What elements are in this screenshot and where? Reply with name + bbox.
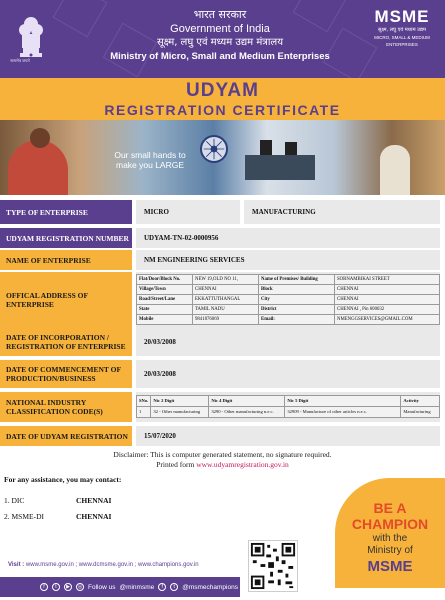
table-row	[137, 275, 440, 285]
table-row	[137, 295, 440, 305]
row-name-of-enterprise	[0, 250, 445, 270]
address-key: Name of Premises/ Building	[259, 275, 335, 285]
nic-header: Nic 2 Digit	[151, 396, 209, 407]
incorporation-date-label: DATE OF INCORPORATION / REGISTRATION OF ENTERPRISE	[0, 328, 132, 356]
be-a-champion-badge	[335, 478, 445, 588]
address-value: 9841876069	[193, 315, 259, 325]
government-english: Government of India	[170, 23, 270, 35]
row-date-of-commencement	[0, 360, 445, 388]
government-hindi: भारत सरकार	[193, 8, 247, 21]
computer-desks	[245, 155, 315, 180]
table-row	[137, 285, 440, 295]
row-nic-codes	[0, 392, 445, 422]
address-value: CHENNAI	[335, 285, 440, 295]
champion-line1: BE A	[373, 500, 407, 516]
row-date-of-incorporation	[0, 328, 445, 356]
contact-label: 1. DIC	[4, 496, 25, 505]
incorporation-date-value: 20/03/2008	[136, 328, 440, 356]
type-value-micro: MICRO	[136, 200, 240, 224]
banner-tagline-line2: make you LARGE	[115, 160, 185, 170]
qr-code-icon	[248, 540, 298, 592]
facebook-icon[interactable]: f	[40, 583, 48, 591]
msme-logo-hindi: सूक्ष्म, लघु एवं मध्यम उद्यम	[377, 27, 427, 33]
facebook-icon[interactable]: f	[158, 583, 166, 591]
address-value: NMENGGSERVICES@GMAIL.COM	[335, 315, 440, 325]
artisan-figure	[8, 140, 68, 195]
assistance-heading: For any assistance, you may contact:	[4, 475, 122, 484]
government-title	[90, 8, 350, 64]
type-label: TYPE OF ENTERPRISE	[0, 200, 132, 224]
table-row	[137, 315, 440, 325]
disclaimer-text: Disclaimer: This is computer generated statement, no signature required.	[113, 450, 332, 459]
commencement-date-label: DATE OF COMMENCEMENT OF PRODUCTION/BUSINESS	[0, 360, 132, 388]
nic-cell: Manufacturing	[401, 407, 440, 418]
handle-msmechampions[interactable]: @msmechampions	[182, 583, 238, 591]
header	[0, 0, 445, 78]
address-key: Village/Town	[137, 285, 193, 295]
ministry-english: Ministry of Micro, Small and Medium Enterprises	[110, 51, 330, 62]
worker-figure	[380, 145, 410, 195]
banner-tagline	[110, 150, 190, 170]
banner-tagline-line1: Our small hands to	[114, 150, 186, 160]
champion-line3: with the	[372, 533, 408, 544]
artisan-head	[30, 128, 50, 148]
address-table	[136, 274, 440, 325]
nic-header: Nic 4 Digit	[209, 396, 285, 407]
address-key: Mobile	[137, 315, 193, 325]
address-value: CHENNAI	[193, 285, 259, 295]
nic-cell: 32909 - Manufacture of other articles n.e.c.	[285, 407, 401, 418]
address-value: CHENNAI , Pin 600032	[335, 305, 440, 315]
certificate-title: UDYAM	[186, 80, 259, 101]
twitter-icon[interactable]: t	[52, 583, 60, 591]
registration-number-label: UDYAM REGISTRATION NUMBER	[0, 228, 132, 248]
address-value: TAMIL NADU	[193, 305, 259, 315]
visit-links	[8, 562, 199, 568]
instagram-icon[interactable]: ◎	[77, 584, 83, 590]
ministry-hindi: सूक्ष्म, लघु एवं मध्यम उद्यम मंत्रालय	[157, 37, 283, 48]
nic-header: Activity	[401, 396, 440, 407]
table-row	[137, 305, 440, 315]
champion-line2: CHAMPION	[351, 516, 429, 532]
visit-urls[interactable]: www.msme.gov.in ; www.dcmsme.gov.in ; www.champions.gov.in	[25, 562, 199, 568]
footer	[0, 557, 240, 600]
udyam-registration-link[interactable]: www.udyamregistration.gov.in	[196, 460, 289, 469]
contact-value: CHENNAI	[76, 496, 112, 505]
address-label: OFFICAL ADDRESS OF ENTERPRISE	[0, 272, 132, 328]
msme-logo-word: MSME	[374, 7, 430, 26]
registration-number-value: UDYAM-TN-02-0000956	[136, 228, 440, 248]
youtube-icon[interactable]: ▶	[64, 583, 72, 591]
banner-photo	[0, 120, 445, 195]
address-key: Email:	[259, 315, 335, 325]
nic-table	[136, 395, 440, 418]
type-value-manufacturing: MANUFACTURING	[244, 200, 440, 224]
address-key: District	[259, 305, 335, 315]
nic-header: Nic 5 Digit	[285, 396, 401, 407]
champion-line4: Ministry of	[367, 545, 413, 556]
champion-line5: MSME	[367, 558, 413, 575]
udyam-date-value: 15/07/2020	[136, 426, 440, 446]
monitor	[260, 140, 272, 155]
row-date-of-udyam-registration	[0, 426, 445, 446]
visit-label: Visit :	[8, 562, 25, 568]
contact-value: CHENNAI	[76, 512, 112, 521]
address-value: CHENNAI	[335, 295, 440, 305]
nic-cell: 3290 - Other manufacturing n.e.c.	[209, 407, 285, 418]
row-type-of-enterprise	[0, 200, 445, 224]
address-key: Flat/Door/Block No.	[137, 275, 193, 285]
printed-from-prefix: Printed form	[156, 460, 197, 469]
msme-logo	[364, 8, 440, 48]
handle-minmsme[interactable]: @minmsme	[119, 583, 155, 591]
commencement-date-value: 20/03/2008	[136, 360, 440, 388]
nic-cell: 32 - Other manufacturing	[151, 407, 209, 418]
nic-cell: 1	[137, 407, 151, 418]
address-key: State	[137, 305, 193, 315]
follow-us-text: Follow us	[88, 583, 116, 591]
udyam-date-label: DATE OF UDYAM REGISTRATION	[0, 426, 132, 446]
nic-label: NATIONAL INDUSTRY CLASSIFICATION CODE(S)	[0, 392, 132, 422]
address-value: SORNAMBIKAI STREET	[335, 275, 440, 285]
wheel-icon	[200, 135, 228, 163]
enterprise-name-value: NM ENGINEERING SERVICES	[136, 250, 440, 270]
msme-logo-english: MICRO, SMALL & MEDIUM ENTERPRISES	[374, 35, 430, 47]
address-key: City	[259, 295, 335, 305]
table-row	[137, 407, 440, 418]
social-bar	[0, 577, 240, 597]
title-band	[0, 78, 445, 120]
enterprise-name-label: NAME OF ENTERPRISE	[0, 250, 132, 270]
address-value: EKKATTUTHANGAL	[193, 295, 259, 305]
certificate-subtitle: REGISTRATION CERTIFICATE	[104, 102, 341, 118]
address-key: Road/Street/Lane	[137, 295, 193, 305]
address-value: NEW 19,OLD NO 11,	[193, 275, 259, 285]
contact-label: 2. MSME-DI	[4, 512, 45, 521]
address-key: Block	[259, 285, 335, 295]
disclaimer	[0, 450, 445, 470]
table-row	[137, 396, 440, 407]
emblem-caption: सत्यमेव जयते	[10, 58, 30, 63]
printed-from	[0, 460, 445, 470]
monitor	[285, 142, 297, 155]
row-registration-number	[0, 228, 445, 248]
nic-header: SNo.	[137, 396, 151, 407]
twitter-icon[interactable]: t	[170, 583, 178, 591]
row-official-address	[0, 272, 445, 328]
